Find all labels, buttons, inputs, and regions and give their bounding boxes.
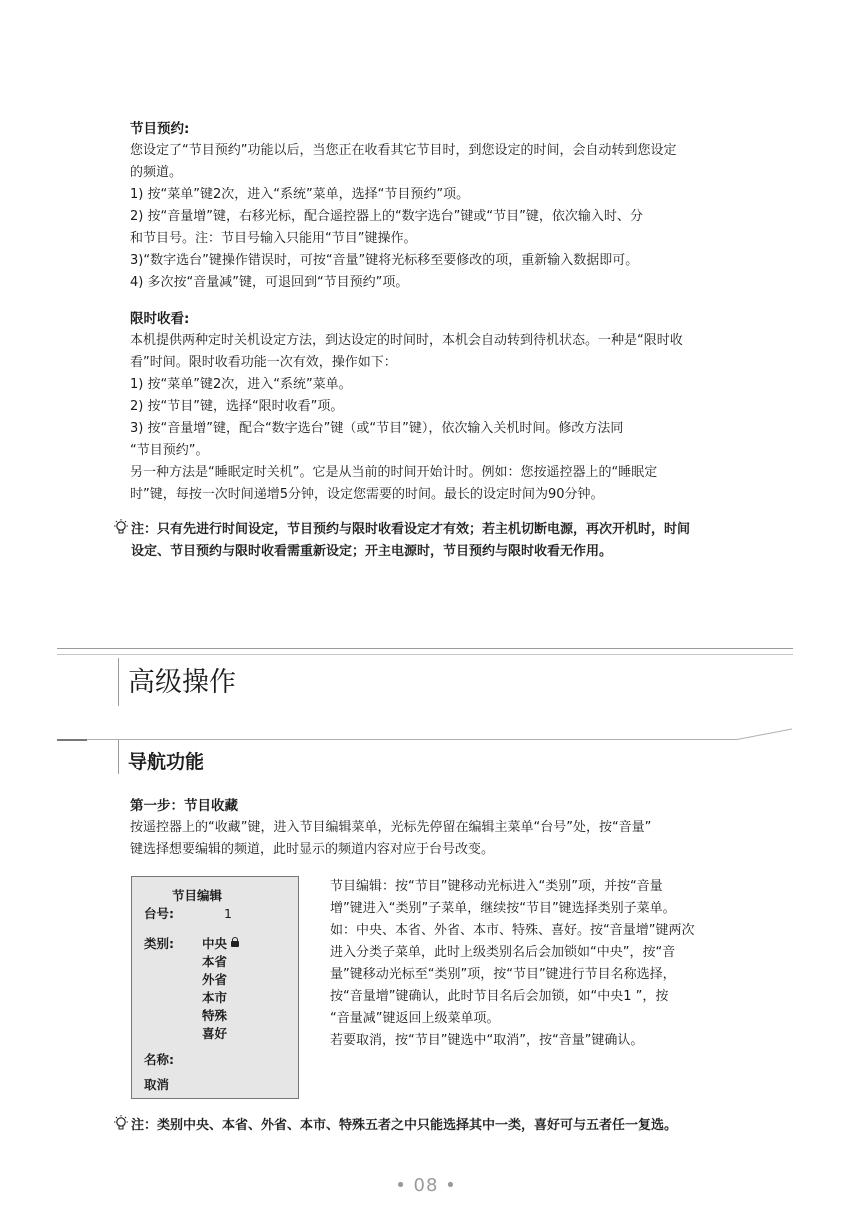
chapter-divider-top (57, 648, 793, 649)
menu-category-item: 本市 (202, 990, 228, 1005)
paragraph-line: 按遥控器上的“收藏”键，进入节目编辑菜单，光标先停留在编辑主菜单“台号”处，按“音量” (130, 820, 652, 835)
paragraph-line: 3) 按“音量增”键，配合“数字选台”键（或“节目”键），依次输入关机时间。修改方法同 (130, 421, 624, 436)
menu-title: 节目编辑 (172, 888, 223, 903)
paragraph-line: 和节目号。注：节目号输入只能用“节目”键操作。 (130, 231, 417, 246)
edit-desc-line: 按“音量增”键确认，此时节目名后会加锁，如“中央1 ”，按 (330, 989, 669, 1004)
menu-cancel-label: 取消 (144, 1077, 170, 1092)
chapter-title: 高级操作 (128, 667, 236, 698)
paragraph-line: 看”时间。限时收看功能一次有效，操作如下： (130, 355, 397, 370)
menu-channel-label: 台号: (144, 906, 174, 921)
program-edit-menu (131, 876, 299, 1099)
lightbulb-icon (113, 519, 129, 537)
paragraph-line: 1) 按“菜单”键2次，进入“系统”菜单。 (130, 377, 352, 392)
chapter-divider-top-secondary (57, 654, 793, 655)
lock-icon (231, 941, 239, 947)
menu-category-item: 本省 (202, 954, 228, 969)
edit-desc-line: 量”键移动光标至“类别”项，按“节目”键进行节目名称选择， (330, 967, 676, 982)
note-line: 注：类别中央、本省、外省、本市、特殊五者之中只能选择其中一类，喜好可与五者任一复选。 (131, 1118, 678, 1133)
menu-category-text: 中央 (202, 936, 228, 951)
paragraph-line: 2) 按“节目”键，选择“限时收看”项。 (130, 399, 344, 414)
paragraph-line: 的频道。 (130, 165, 183, 180)
note-line: 设定、节目预约与限时收看需重新设定；开主电源时，节目预约与限时收看无作用。 (131, 544, 613, 559)
subsection-title: 导航功能 (128, 751, 205, 773)
edit-desc-line: 如：中央、本省、外省、本市、特殊、喜好。按“音量增”键两次 (330, 923, 695, 938)
section-heading-program-reservation: 节目预约: (130, 121, 190, 137)
edit-desc-line: 节目编辑：按“节目”键移动光标进入“类别”项，并按“音量 (330, 879, 663, 894)
paragraph-line: 另一种方法是“睡眠定时关机”。它是从当前的时间开始计时。例如：您按遥控器上的“睡眠定 (130, 465, 658, 480)
paragraph-line: 本机提供两种定时关机设定方法，到达设定的时间时，本机会自动转到待机状态。一种是“限时收 (130, 333, 683, 348)
menu-channel-value: 1 (224, 906, 232, 921)
menu-category-item: 喜好 (202, 1026, 228, 1041)
edit-desc-line: 若要取消，按“节目”键选中“取消”，按“音量”键确认。 (330, 1033, 644, 1048)
paragraph-line: 1) 按“菜单”键2次，进入“系统”菜单，选择“节目预约”项。 (130, 187, 470, 202)
edit-desc-line: “音量减”键返回上级菜单项。 (330, 1011, 500, 1026)
menu-category-label: 类别: (144, 936, 174, 951)
paragraph-line: 键选择想要编辑的频道，此时显示的频道内容对应于台号改变。 (130, 842, 495, 857)
paragraph-line: 3)“数字选台”键操作错误时，可按“音量”键将光标移至要修改的项，重新输入数据即可。 (130, 253, 639, 268)
edit-desc-line: 增”键进入“类别”子菜单，继续按“节目”键选择类别子菜单。 (330, 901, 676, 916)
paragraph-line: “节目预约”。 (130, 443, 209, 458)
chapter-title-rule (118, 658, 119, 706)
lightbulb-icon (113, 1115, 129, 1133)
menu-category-item (202, 935, 239, 953)
subsection-divider (57, 726, 793, 746)
subsection-title-rule (118, 740, 119, 774)
note-line: 注：只有先进行时间设定，节目预约与限时收看设定才有效；若主机切断电源，再次开机时，时间 (131, 522, 691, 537)
page-number: • 08 • (395, 1175, 457, 1196)
paragraph-line: 您设定了“节目预约”功能以后，当您正在收看其它节目时，到您设定的时间，会自动转到您设定 (130, 143, 677, 158)
edit-desc-line: 进入分类子菜单，此时上级类别名后会加锁如“中央”，按“音 (330, 945, 676, 960)
paragraph-line: 2) 按“音量增”键，右移光标，配合遥控器上的“数字选台”键或“节目”键，依次输入时、分 (130, 209, 643, 224)
paragraph-line: 时”键，每按一次时间递增5分钟，设定您需要的时间。最长的设定时间为90分钟。 (130, 487, 604, 502)
section-heading-timed-viewing: 限时收看: (130, 311, 190, 327)
step-heading: 第一步：节目收藏 (130, 798, 238, 814)
menu-category-item: 外省 (202, 972, 228, 987)
menu-category-item: 特殊 (202, 1008, 228, 1023)
menu-name-label: 名称: (144, 1052, 174, 1067)
paragraph-line: 4) 多次按“音量减”键，可退回到“节目预约”项。 (130, 275, 409, 290)
